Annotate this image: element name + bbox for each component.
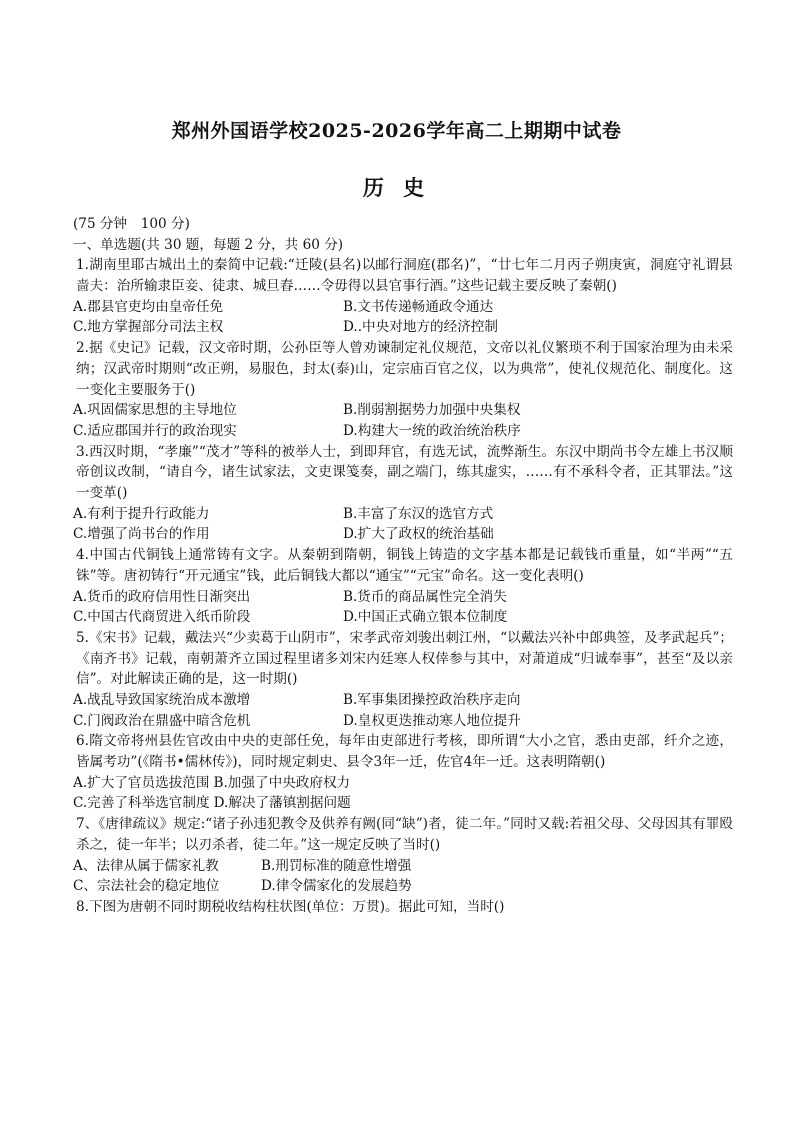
option-c[interactable]: C.地方掌握部分司法主权 (73, 319, 224, 336)
question-8 (73, 897, 733, 918)
exam-title: 郑州外国语学校2025-2026学年高二上期期中试卷 (171, 120, 622, 142)
option-b[interactable]: B.货币的商品属性完全消失 (343, 588, 507, 605)
question-5 (73, 628, 733, 731)
question-text: 1.湖南里耶古城出土的秦简中记载:“迁陵(县名)以邮行洞庭(郡名)”，“廿七年二月丙子朔庚寅，洞庭守礼谓县啬夫：治所输隶臣妾、徒隶、城旦舂……令毋得以县官事行酒。”这些记载主要反映了秦朝() (76, 257, 733, 295)
options-row (73, 711, 733, 732)
options-row (73, 504, 733, 525)
options-row (73, 400, 733, 421)
question-text: 6.隋文帝将州县佐官改由中央的吏部任免，每年由吏部进行考核，即所谓“大小之官，悉由吏部，纤介之迹，皆属考功”(《隋书•儒林传》)，同时规定刺史、县令3年一迁，佐官4年一迁。这表明隋朝() (76, 733, 733, 771)
option-a[interactable]: A.扩大了官员选拔范围 (73, 774, 210, 791)
question-text: 3.西汉时期，“孝廉”“茂才”等科的被举人士，到即拜官，有选无试，流弊渐生。东汉中期尚书令左雄上书汉顺帝创议改制，“请自今，诸生试家法，文吏课笺奏，副之端门，练其虚实，……有不承科令者，正其罪法。”这一变革() (76, 443, 733, 502)
options-row (73, 587, 733, 608)
option-c[interactable]: C.中国古代商贸进入纸币阶段 (73, 609, 251, 626)
option-a[interactable]: A.巩固儒家思想的主导地位 (73, 402, 237, 419)
option-a[interactable]: A.战乱导致国家统治成本激增 (73, 692, 251, 709)
options-row (73, 773, 733, 794)
option-d[interactable]: D.扩大了政权的统治基础 (343, 526, 494, 543)
option-a[interactable]: A.货币的政府信用性日渐突出 (73, 588, 251, 605)
exam-content (73, 214, 733, 918)
options-row (73, 297, 733, 318)
options-row (73, 317, 733, 338)
option-c[interactable]: C.增强了尚书台的作用 (73, 526, 210, 543)
option-b[interactable]: B.军事集团操控政治秩序走向 (343, 692, 521, 709)
option-b[interactable]: B.削弱割据势力加强中央集权 (343, 402, 521, 419)
question-text: 8.下图为唐朝不同时期税收结构柱状图(单位：万贯)。据此可知，当时() (76, 898, 505, 915)
option-b[interactable]: B.文书传递畅通政令通达 (343, 298, 494, 315)
options-row (73, 524, 733, 545)
option-a[interactable]: A.有利于提升行政能力 (73, 505, 210, 522)
question-2 (73, 338, 733, 441)
option-d[interactable]: D.解决了藩镇割据问题 (213, 795, 351, 812)
question-text: 2.据《史记》记载，汉文帝时期，公孙臣等人曾劝谏制定礼仪规范，文帝以礼仪繁琐不利于国家治理为由未采纳；汉武帝时期则“改正朔，易服色，封太(泰)山，定宗庙百官之仪，以为典常”，使礼仪规范化、制度化。这一变化主要服务于() (76, 340, 733, 398)
question-text: 7、《唐律疏议》规定:“诸子孙违犯教令及供养有阙(同“缺”)者，徒二年。”同时又载:若祖父母、父母因其有罪殴杀之，徒一年半；以刃杀者，徒二年。”这一规定反映了当时() (76, 816, 733, 853)
question-4 (73, 545, 733, 628)
option-c[interactable]: C、宗法社会的稳定地位 (73, 878, 220, 895)
option-a[interactable]: A.郡县官吏均由皇帝任免 (73, 298, 224, 315)
options-row (73, 876, 733, 897)
section-heading: 一、单选题(共 30 题，每题 2 分，共 60 分) (73, 236, 344, 253)
question-3 (73, 442, 733, 545)
time-score-note: (75 分钟 100 分) (73, 216, 190, 232)
options-row (73, 856, 733, 877)
question-7 (73, 814, 733, 897)
option-d[interactable]: D.中国正式确立银本位制度 (343, 609, 508, 626)
option-c[interactable]: C.适应郡国并行的政治现实 (73, 422, 237, 439)
question-text: 5.《宋书》记载，戴法兴“少卖葛于山阴市”，宋孝武帝刘骏出刺江州，“以戴法兴补中郎典签，及孝武起兵”；《南齐书》记载，南朝萧齐立国过程里诸多刘宋内廷寒人权倖参与其中，对萧道成“归诚奉事”，甚至“及以亲信”。对此解读正确的是，这一时期() (76, 629, 733, 688)
option-a[interactable]: A、法律从属于儒家礼教 (73, 857, 219, 874)
options-row (73, 793, 733, 814)
option-b[interactable]: B.刑罚标准的随意性增强 (261, 857, 412, 874)
option-d[interactable]: D.皇权更迭推动寒人地位提升 (343, 712, 521, 729)
option-b[interactable]: B.加强了中央政府权力 (213, 774, 351, 791)
option-d[interactable]: D.构建大一统的政治统治秩序 (343, 422, 521, 439)
question-text: 4.中国古代铜钱上通常铸有文字。从秦朝到隋朝，铜钱上铸造的文字基本都是记载钱币重量，如“半两”“五铢”等。唐初铸行“开元通宝”钱，此后铜钱大都以“通宝”“元宝”命名。这一变化表明() (76, 547, 733, 584)
options-row (73, 690, 733, 711)
question-1 (73, 255, 733, 338)
option-c[interactable]: C.完善了科举选官制度 (73, 795, 210, 812)
options-row (73, 607, 733, 628)
option-d[interactable]: D.律令儒家化的发展趋势 (261, 878, 412, 895)
option-c[interactable]: C.门阀政治在鼎盛中暗含危机 (73, 712, 251, 729)
question-6 (73, 731, 733, 814)
option-d[interactable]: D..中央对地方的经济控制 (343, 319, 498, 336)
options-row (73, 421, 733, 442)
option-b[interactable]: B.丰富了东汉的选官方式 (343, 505, 494, 522)
subject-title: 历 史 (362, 175, 431, 200)
